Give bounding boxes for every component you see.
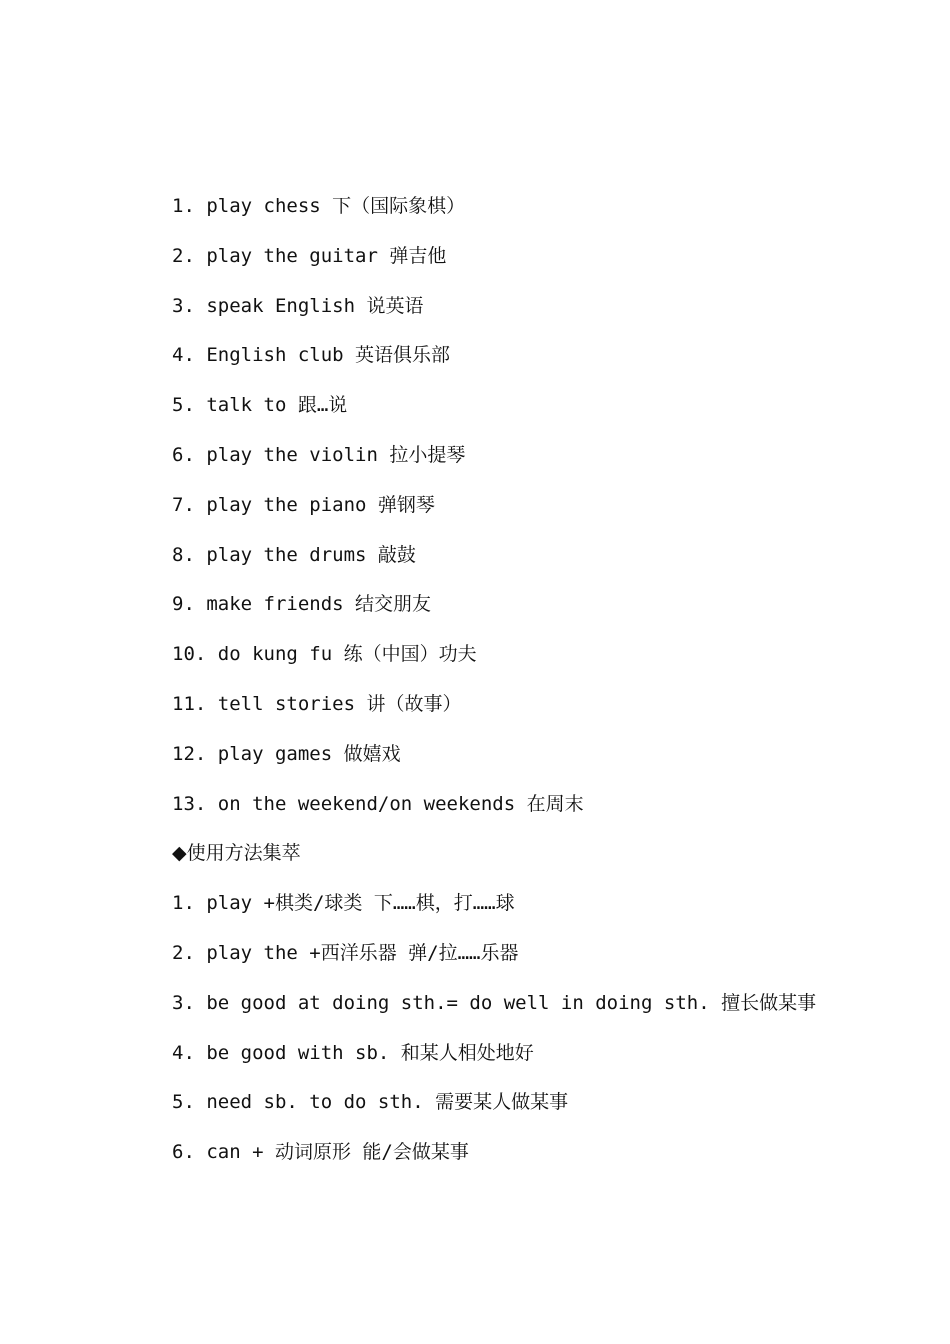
usage-item: 6. can + 动词原形 能/会做某事	[172, 1141, 469, 1164]
vocab-item: 2. play the guitar 弹吉他	[172, 244, 447, 267]
vocab-item: 8. play the drums 敲鼓	[172, 543, 416, 566]
vocab-item: 1. play chess 下（国际象棋）	[172, 195, 466, 217]
vocab-item: 6. play the violin 拉小提琴	[172, 443, 466, 466]
vocab-item: 4. English club 英语俱乐部	[172, 344, 451, 367]
usage-item: 5. need sb. to do sth. 需要某人做某事	[172, 1091, 569, 1114]
vocab-item: 10. do kung fu 练（中国）功夫	[172, 643, 477, 666]
usage-heading: ◆使用方法集萃	[172, 842, 301, 865]
vocab-item: 13. on the weekend/on weekends 在周末	[172, 792, 584, 815]
vocab-item: 3. speak English 说英语	[172, 294, 424, 317]
document-body	[172, 188, 872, 1184]
usage-item: 4. be good with sb. 和某人相处地好	[172, 1041, 534, 1064]
vocab-item: 5. talk to 跟…说	[172, 394, 348, 417]
vocab-item: 9. make friends 结交朋友	[172, 593, 432, 616]
usage-item: 3. be good at doing sth.= do well in doing sth. 擅长做某事	[172, 991, 817, 1014]
usage-item: 1. play +棋类/球类 下……棋，打……球	[172, 892, 515, 915]
vocab-item: 12. play games 做嬉戏	[172, 742, 401, 765]
usage-item: 2. play the +西洋乐器 弹/拉……乐器	[172, 941, 519, 964]
vocab-item: 7. play the piano 弹钢琴	[172, 493, 435, 516]
vocab-item: 11. tell stories 讲（故事）	[172, 692, 462, 715]
